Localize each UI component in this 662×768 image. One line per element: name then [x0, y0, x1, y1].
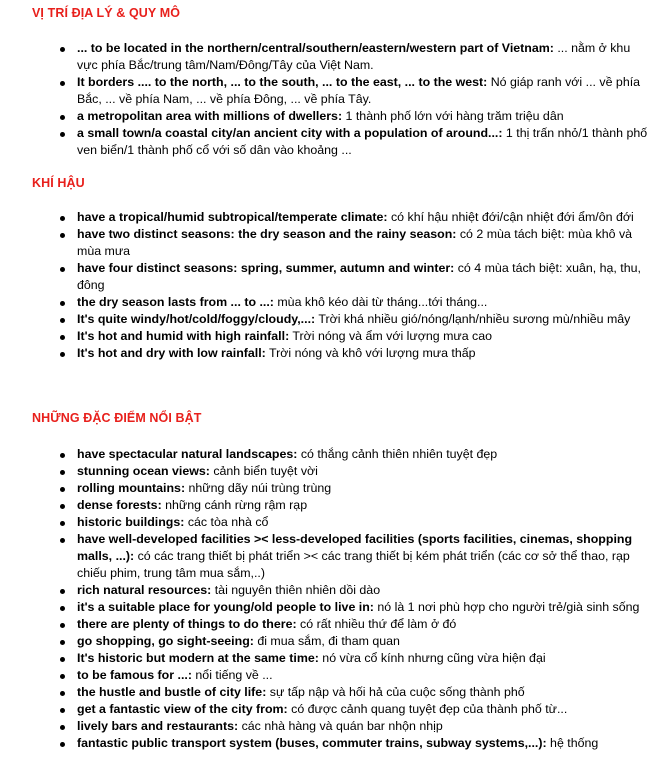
list-item: go shopping, go sight-seeing: đi mua sắm, đi tham quan	[60, 633, 650, 650]
climate-phrase-list	[60, 209, 650, 362]
list-item: dense forests: những cánh rừng rậm rạp	[60, 497, 650, 514]
list-item: rich natural resources: tài nguyên thiên nhiên dồi dào	[60, 582, 650, 599]
list-item: It borders .... to the north, ... to the south, ... to the east, ... to the west: Nó giáp ranh với ... về phía Bắc, ... về phía Nam, ... về phía Đông, ... về phía Tây.	[60, 74, 650, 108]
list-item: the dry season lasts from ... to ...: mùa khô kéo dài từ tháng...tới tháng...	[60, 294, 650, 311]
section-title-location: VỊ TRÍ ĐỊA LÝ & QUY MÔ	[32, 6, 181, 20]
list-item: to be famous for ...: nổi tiếng về ...	[60, 667, 650, 684]
list-item: a metropolitan area with millions of dwellers: 1 thành phố lớn với hàng trăm triệu dân	[60, 108, 650, 125]
list-item: ... to be located in the northern/central/southern/eastern/western part of Vietnam: ... nằm ở khu vực phía Bắc/trung tâm/Nam/Đông/Tây của Việt Nam.	[60, 40, 650, 74]
list-item: have well-developed facilities >< less-developed facilities (sports facilities, cinemas, shopping malls, ...): có các trang thiết bị phát triển >< các trang thiết bị kém phát triển (các cơ sở thể thao, rạp chiếu phim, trung tâm mua sắm,..)	[60, 531, 650, 582]
section-title-highlights: NHỮNG ĐẶC ĐIỂM NỔI BẬT	[32, 411, 202, 425]
list-item: It's hot and dry with low rainfall: Trời nóng và khô với lượng mưa thấp	[60, 345, 650, 362]
list-item: have a tropical/humid subtropical/temperate climate: có khí hậu nhiệt đới/cận nhiệt đới ẩm/ôn đới	[60, 209, 650, 226]
list-item: a small town/a coastal city/an ancient city with a population of around...: 1 thị trấn nhỏ/1 thành phố ven biển/1 thành phố cổ với số dân vào khoảng ...	[60, 125, 650, 159]
list-item: have two distinct seasons: the dry season and the rainy season: có 2 mùa tách biệt: mùa khô và mùa mưa	[60, 226, 650, 260]
list-item: get a fantastic view of the city from: có được cảnh quang tuyệt đẹp của thành phố từ...	[60, 701, 650, 718]
list-item: there are plenty of things to do there: có rất nhiều thứ để làm ở đó	[60, 616, 650, 633]
list-item: fantastic public transport system (buses, commuter trains, subway systems,...): hệ thống	[60, 735, 650, 752]
list-item: It's historic but modern at the same time: nó vừa cổ kính nhưng cũng vừa hiện đại	[60, 650, 650, 667]
highlights-phrase-list	[60, 446, 650, 752]
location-phrase-list	[60, 40, 650, 159]
list-item: stunning ocean views: cảnh biển tuyệt vời	[60, 463, 650, 480]
list-item: the hustle and bustle of city life: sự tấp nập và hối hả của cuộc sống thành phố	[60, 684, 650, 701]
list-item: It's quite windy/hot/cold/foggy/cloudy,...: Trời khá nhiều gió/nóng/lạnh/nhiều sương mù/nhiều mây	[60, 311, 650, 328]
list-item: it's a suitable place for young/old people to live in: nó là 1 nơi phù hợp cho người trẻ/già sinh sống	[60, 599, 650, 616]
section-title-climate: KHÍ HẬU	[32, 176, 85, 190]
list-item: lively bars and restaurants: các nhà hàng và quán bar nhộn nhịp	[60, 718, 650, 735]
list-item: It's hot and humid with high rainfall: Trời nóng và ẩm với lượng mưa cao	[60, 328, 650, 345]
list-item: rolling mountains: những dãy núi trùng trùng	[60, 480, 650, 497]
list-item: historic buildings: các tòa nhà cổ	[60, 514, 650, 531]
list-item: have four distinct seasons: spring, summer, autumn and winter: có 4 mùa tách biệt: xuân, hạ, thu, đông	[60, 260, 650, 294]
list-item: have spectacular natural landscapes: có thắng cảnh thiên nhiên tuyệt đẹp	[60, 446, 650, 463]
